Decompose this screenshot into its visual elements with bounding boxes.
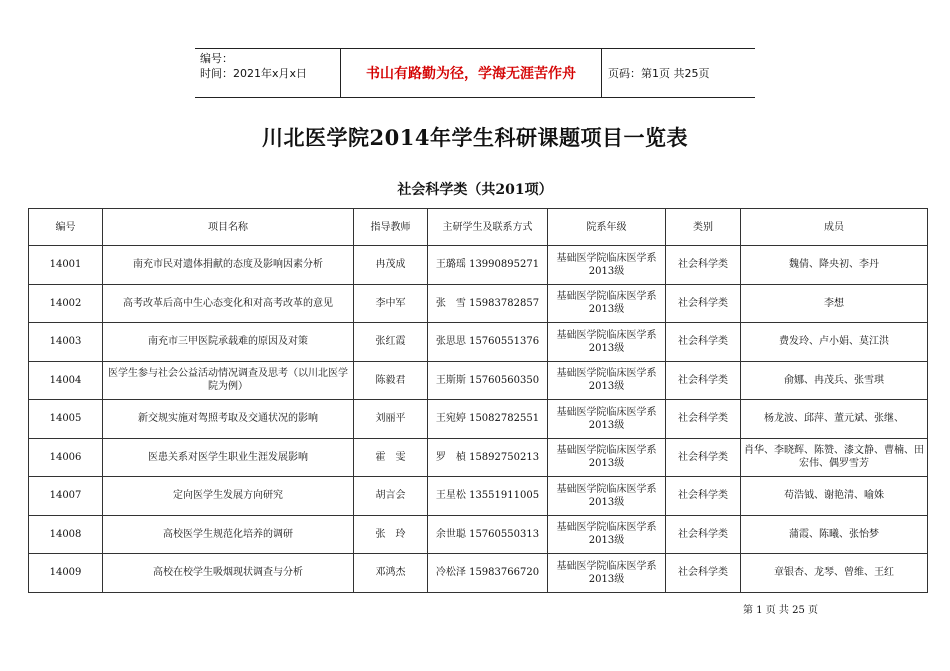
- table-cell: 社会科学类: [666, 400, 741, 439]
- table-cell: 李中军: [354, 284, 428, 323]
- table-cell: 14003: [29, 323, 103, 362]
- table-cell: 医学生参与社会公益活动情况调查及思考（以川北医学院为例）: [103, 361, 354, 400]
- document-header: [195, 48, 755, 98]
- table-cell: 章银杏、龙琴、曾维、王红: [741, 554, 928, 593]
- table-cell: 14002: [29, 284, 103, 323]
- time-label: 时间：2021年x月x日: [200, 67, 308, 80]
- table-cell: 肖华、李晓辉、陈赞、漆文静、曹楠、田宏伟、偶罗雪芳: [741, 438, 928, 477]
- table-cell: 基础医学院临床医学系2013级: [548, 477, 666, 516]
- table-cell: 蒲霞、陈曦、张怡梦: [741, 515, 928, 554]
- table-cell: 14001: [29, 246, 103, 285]
- page-footer: 第 1 页 共 25 页: [743, 605, 818, 616]
- column-header: 主研学生及联系方式: [428, 209, 548, 246]
- table-cell: 基础医学院临床医学系2013级: [548, 400, 666, 439]
- table-cell: 14004: [29, 361, 103, 400]
- table-cell: 基础医学院临床医学系2013级: [548, 323, 666, 362]
- table-cell: 王星松 13551911005: [428, 477, 548, 516]
- table-cell: 社会科学类: [666, 284, 741, 323]
- document-title: 川北医学院2014年学生科研课题项目一览表: [262, 125, 688, 150]
- table-cell: 医患关系对医学生职业生涯发展影响: [103, 438, 354, 477]
- table-cell: 俞娜、冉茂兵、张雪琪: [741, 361, 928, 400]
- table-cell: 新交规实施对驾照考取及交通状况的影响: [103, 400, 354, 439]
- table-cell: 14005: [29, 400, 103, 439]
- table-cell: 社会科学类: [666, 246, 741, 285]
- table-cell: 王斯斯 15760560350: [428, 361, 548, 400]
- table-cell: 14008: [29, 515, 103, 554]
- table-cell: 张思思 15760551376: [428, 323, 548, 362]
- table-cell: 高校医学生规范化培养的调研: [103, 515, 354, 554]
- table-row: [29, 246, 928, 285]
- table-cell: 张 雪 15983782857: [428, 284, 548, 323]
- table-cell: 陈毅君: [354, 361, 428, 400]
- number-label: 编号：: [200, 52, 233, 65]
- column-header: 类别: [666, 209, 741, 246]
- table-cell: 高考改革后高中生心态变化和对高考改革的意见: [103, 284, 354, 323]
- table-cell: 胡言会: [354, 477, 428, 516]
- header-meta: [195, 49, 340, 97]
- table-cell: 14009: [29, 554, 103, 593]
- column-header: 项目名称: [103, 209, 354, 246]
- table-cell: 冷松泽 15983766720: [428, 554, 548, 593]
- section-subtitle: 社会科学类（共201项）: [397, 182, 553, 198]
- table-cell: 魏倩、降央初、李丹: [741, 246, 928, 285]
- table-cell: 杨龙波、邱萍、董元斌、张继、: [741, 400, 928, 439]
- table-cell: 基础医学院临床医学系2013级: [548, 284, 666, 323]
- table-cell: 霍 雯: [354, 438, 428, 477]
- column-header: 编号: [29, 209, 103, 246]
- column-header: 指导教师: [354, 209, 428, 246]
- table-row: [29, 284, 928, 323]
- column-header: 成员: [741, 209, 928, 246]
- table-cell: 余世聪 15760550313: [428, 515, 548, 554]
- table-cell: 罗 楨 15892750213: [428, 438, 548, 477]
- table-cell: 张 玲: [354, 515, 428, 554]
- table-cell: 王璐瑶 13990895271: [428, 246, 548, 285]
- table-cell: 14007: [29, 477, 103, 516]
- table-cell: 社会科学类: [666, 554, 741, 593]
- table-header-row: [29, 209, 928, 246]
- table-cell: 南充市三甲医院承载难的原因及对策: [103, 323, 354, 362]
- table-cell: 社会科学类: [666, 438, 741, 477]
- table-row: [29, 554, 928, 593]
- table-cell: 王宛婷 15082782551: [428, 400, 548, 439]
- table-cell: 社会科学类: [666, 515, 741, 554]
- table-cell: 社会科学类: [666, 323, 741, 362]
- table-row: [29, 515, 928, 554]
- table-row: [29, 477, 928, 516]
- table-cell: 定向医学生发展方向研究: [103, 477, 354, 516]
- table-cell: 基础医学院临床医学系2013级: [548, 515, 666, 554]
- table-row: [29, 323, 928, 362]
- table-cell: 费发玲、卢小娟、莫江洪: [741, 323, 928, 362]
- header-page-label: 页码：第1页 共25页: [608, 67, 710, 80]
- table-cell: 基础医学院临床医学系2013级: [548, 246, 666, 285]
- table-cell: 张红霞: [354, 323, 428, 362]
- table-cell: 冉茂成: [354, 246, 428, 285]
- table-cell: 李想: [741, 284, 928, 323]
- table-row: [29, 400, 928, 439]
- table-cell: 基础医学院临床医学系2013级: [548, 554, 666, 593]
- column-header: 院系年级: [548, 209, 666, 246]
- table-row: [29, 438, 928, 477]
- table-cell: 苟浩钺、谢艳清、喻姝: [741, 477, 928, 516]
- project-table: [28, 208, 928, 593]
- header-motto: 书山有路勤为径，学海无涯苦作舟: [340, 49, 602, 97]
- table-cell: 邓鸿杰: [354, 554, 428, 593]
- table-cell: 社会科学类: [666, 361, 741, 400]
- table-cell: 社会科学类: [666, 477, 741, 516]
- table-cell: 基础医学院临床医学系2013级: [548, 438, 666, 477]
- table-cell: 14006: [29, 438, 103, 477]
- table-cell: 刘丽平: [354, 400, 428, 439]
- table-cell: 高校在校学生吸烟现状调查与分析: [103, 554, 354, 593]
- table-cell: 基础医学院临床医学系2013级: [548, 361, 666, 400]
- table-cell: 南充市民对遗体捐献的态度及影响因素分析: [103, 246, 354, 285]
- table-row: [29, 361, 928, 400]
